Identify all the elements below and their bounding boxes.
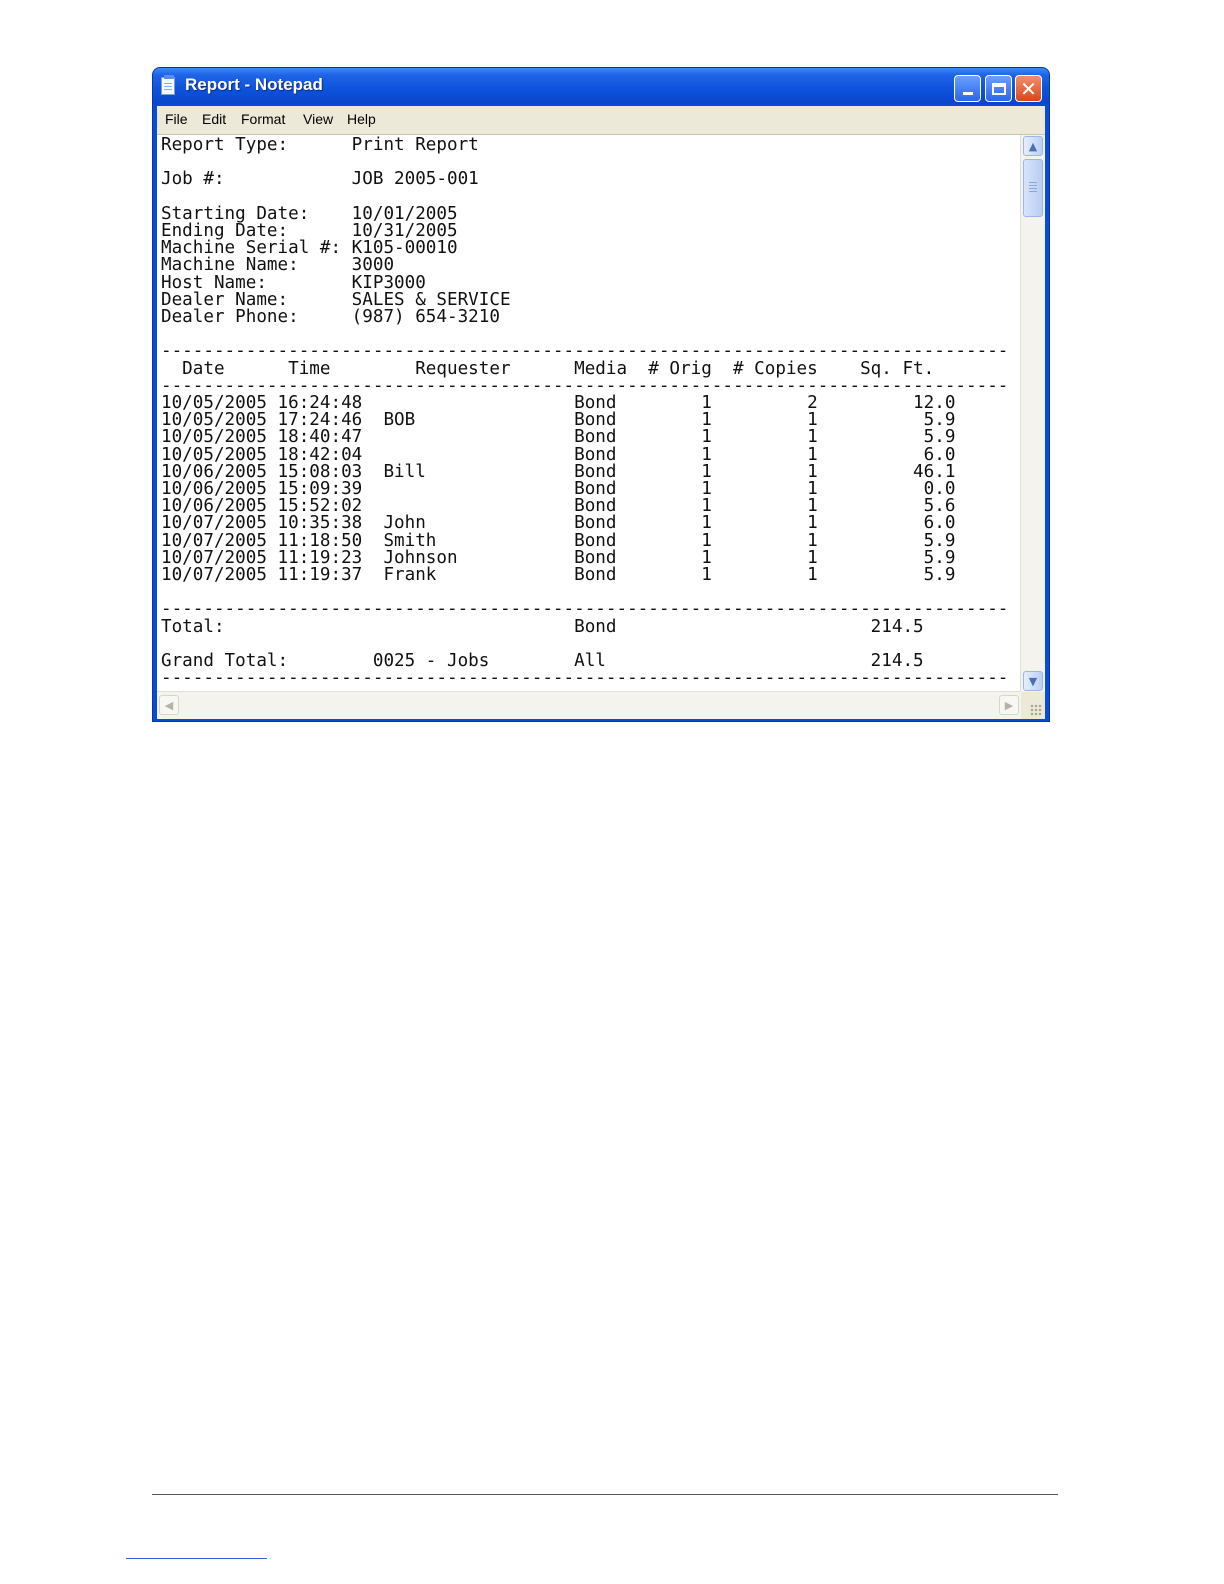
menu-format[interactable]: Format bbox=[241, 111, 286, 127]
editor-client-area bbox=[157, 135, 1045, 719]
scroll-down-button[interactable] bbox=[1023, 671, 1043, 691]
report-text[interactable]: Report Type: Print Report Job #: JOB 2005-001 Starting Date: 10/01/2005 Ending Date: 10/31/2005 Machine Serial #: K105-00010 Machine Name: 3000 Host Name: KIP3000 Dealer Name: SALES & SERVICE Dealer Phone: (987) 654-3210 -------------------------------------------------------------------------------- Date Time Requester Media # Orig # Copies Sq. Ft. -------------------------------------------------------------------------------- 10/05/2005 16:24:48 Bond 1 2 12.0 10/05/2005 17:24:46 BOB Bond 1 1 5.9 10/05/2005 18:40:47 Bond 1 1 5.9 10/05/2005 18:42:04 Bond 1 1 6.0 10/06/2005 15:08:03 Bill Bond 1 1 46.1 10/06/2005 15:09:39 Bond 1 1 0.0 10/06/2005 15:52:02 Bond 1 1 5.6 10/07/2005 10:35:38 John Bond 1 1 6.0 10/07/2005 11:18:50 Smith Bond 1 1 5.9 10/07/2005 11:19:23 Johnson Bond 1 1 5.9 10/07/2005 11:19:37 Frank Bond 1 1 5.9 -------------------------------------------------------------------------------- Total: Bond 214.5 Grand Total: 0025 - Jobs All 214.5 -------------------------------------------------------------------------------- bbox=[161, 135, 1009, 689]
close-button[interactable] bbox=[1015, 75, 1042, 102]
minimize-icon bbox=[963, 92, 973, 95]
page-footer-divider bbox=[152, 1494, 1058, 1495]
close-icon: ✕ bbox=[1020, 76, 1037, 101]
scroll-right-button[interactable] bbox=[999, 695, 1019, 715]
vertical-scrollbar[interactable] bbox=[1020, 135, 1045, 692]
notepad-window bbox=[152, 67, 1050, 722]
menu-bar bbox=[157, 106, 1045, 135]
notepad-icon[interactable] bbox=[161, 77, 175, 95]
window-title: Report - Notepad bbox=[185, 75, 323, 94]
title-bar[interactable] bbox=[153, 68, 1049, 104]
text-editor[interactable] bbox=[157, 135, 1021, 692]
menu-help[interactable]: Help bbox=[347, 111, 376, 127]
scroll-left-button[interactable] bbox=[159, 695, 179, 715]
menu-view[interactable]: View bbox=[303, 111, 334, 127]
chevron-right-icon: ▶ bbox=[1004, 698, 1014, 712]
footnote-separator bbox=[126, 1558, 267, 1559]
maximize-icon bbox=[992, 83, 1006, 95]
resize-grip[interactable] bbox=[1021, 692, 1045, 719]
chevron-left-icon: ◀ bbox=[164, 698, 174, 712]
chevron-up-icon: ▲ bbox=[1028, 139, 1038, 153]
vertical-scroll-thumb[interactable] bbox=[1023, 159, 1043, 217]
minimize-button[interactable] bbox=[954, 75, 981, 102]
grip-icon bbox=[1029, 182, 1037, 194]
scroll-up-button[interactable] bbox=[1023, 136, 1043, 156]
menu-edit[interactable]: Edit bbox=[202, 111, 227, 127]
horizontal-scrollbar[interactable] bbox=[157, 691, 1021, 719]
chevron-down-icon: ▼ bbox=[1028, 674, 1038, 688]
menu-file[interactable]: File bbox=[165, 111, 188, 127]
maximize-button[interactable] bbox=[985, 75, 1012, 102]
